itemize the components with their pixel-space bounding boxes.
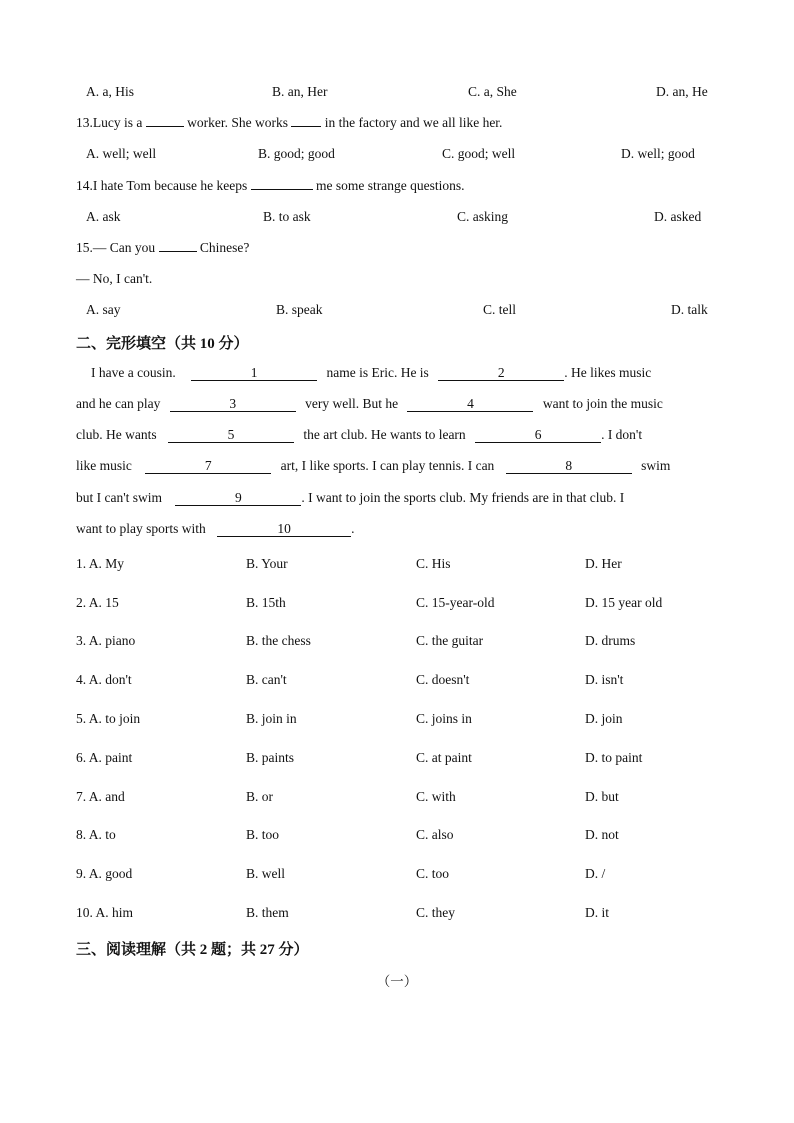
- cloze-text: art, I like sports. I can play tennis. I can: [280, 458, 495, 473]
- cloze-text: . I want to join the sports club. My friends are in that club. I: [301, 490, 625, 505]
- option-d: D. isn't: [585, 672, 624, 687]
- cloze-blank-4: 4: [407, 397, 533, 412]
- cloze-line-5: [76, 490, 716, 506]
- option-a: 8. A. to: [76, 827, 116, 842]
- q14-text-2: me some strange questions.: [316, 178, 465, 193]
- q14-option-d: D. asked: [654, 209, 702, 224]
- cloze-text: I have a cousin.: [91, 365, 176, 380]
- option-b: B. paints: [246, 750, 295, 765]
- option-c: C. they: [416, 905, 455, 920]
- q14-option-b: B. to ask: [263, 209, 311, 224]
- cloze-line-3: [76, 427, 716, 443]
- option-d: D. 15 year old: [585, 595, 663, 610]
- q13-option-b: B. good; good: [258, 146, 335, 161]
- option-a: 9. A. good: [76, 866, 133, 881]
- q13-option-c: C. good; well: [442, 146, 516, 161]
- option-c: C. the guitar: [416, 633, 484, 648]
- option-c: C. with: [416, 789, 456, 804]
- cloze-text: want to join the music: [542, 396, 663, 411]
- option-a: 2. A. 15: [76, 595, 119, 610]
- q15-option-b: B. speak: [276, 302, 323, 317]
- option-c: C. also: [416, 827, 454, 842]
- cloze-text: name is Eric. He is: [326, 365, 429, 380]
- cloze-blank-2: 2: [438, 366, 564, 381]
- cloze-text: but I can't swim: [76, 490, 163, 505]
- option-b: B. well: [246, 866, 285, 881]
- option-b: B. join in: [246, 711, 297, 726]
- option-a: 5. A. to join: [76, 711, 141, 726]
- option-c: C. doesn't: [416, 672, 470, 687]
- cloze-text: swim: [641, 458, 671, 473]
- q13-text-1: 13.Lucy is a: [76, 115, 143, 130]
- cloze-text: want to play sports with: [76, 521, 206, 536]
- cloze-blank-6: 6: [475, 428, 601, 443]
- cloze-line-1: [91, 365, 731, 381]
- option-c: C. too: [416, 866, 450, 881]
- q15-blank: [159, 251, 197, 252]
- cloze-blank-3: 3: [170, 397, 296, 412]
- cloze-text: like music: [76, 458, 132, 473]
- option-d: D. /: [585, 866, 606, 881]
- q15-text-1: 15.— Can you: [76, 240, 156, 255]
- cloze-blank-8: 8: [506, 459, 632, 474]
- option-a: 3. A. piano: [76, 633, 136, 648]
- q13-option-d: D. well; good: [621, 146, 695, 161]
- option-d: D. but: [585, 789, 619, 804]
- option-c: C. 15-year-old: [416, 595, 495, 610]
- option-b: B. Your: [246, 556, 288, 571]
- q14-text-1: 14.I hate Tom because he keeps: [76, 178, 248, 193]
- option-b: B. them: [246, 905, 289, 920]
- option-d: D. join: [585, 711, 623, 726]
- q13-blank-1: [146, 126, 184, 127]
- cloze-text: .: [351, 521, 355, 536]
- option-d: D. not: [585, 827, 619, 842]
- option-a: 6. A. paint: [76, 750, 133, 765]
- cloze-blank-1: 1: [191, 366, 317, 381]
- cloze-text: . He likes music: [564, 365, 652, 380]
- option-c: C. joins in: [416, 711, 472, 726]
- q15-stem: [76, 240, 249, 256]
- q13-text-2: worker. She works: [187, 115, 288, 130]
- option-b: B. too: [246, 827, 280, 842]
- section-3-heading: 三、阅读理解（共 2 题；共 27 分）: [76, 942, 309, 958]
- cloze-blank-9: 9: [175, 491, 301, 506]
- q13-blank-2: [291, 126, 321, 127]
- q14-option-a: A. ask: [86, 209, 121, 224]
- cloze-blank-10: 10: [217, 522, 351, 537]
- q13-text-3: in the factory and we all like her.: [324, 115, 503, 130]
- cloze-line-2: [76, 396, 716, 412]
- option-d: D. Her: [585, 556, 622, 571]
- cloze-line-6: [76, 521, 716, 537]
- cloze-text: . I don't: [601, 427, 643, 442]
- q12-option-d: D. an, He: [656, 84, 708, 99]
- q13-option-a: A. well; well: [86, 146, 157, 161]
- part-label: （一）: [376, 974, 418, 989]
- option-d: D. drums: [585, 633, 636, 648]
- option-b: B. or: [246, 789, 273, 804]
- option-c: C. at paint: [416, 750, 472, 765]
- cloze-blank-7: 7: [145, 459, 271, 474]
- option-a: 10. A. him: [76, 905, 134, 920]
- q14-option-c: C. asking: [457, 209, 509, 224]
- option-b: B. 15th: [246, 595, 286, 610]
- option-a: 1. A. My: [76, 556, 125, 571]
- option-d: D. to paint: [585, 750, 643, 765]
- q12-option-a: A. a, His: [86, 84, 134, 99]
- option-c: C. His: [416, 556, 451, 571]
- q15-reply: — No, I can't.: [76, 271, 153, 286]
- option-b: B. the chess: [246, 633, 311, 648]
- q15-option-d: D. talk: [671, 302, 708, 317]
- q15-text-2: Chinese?: [199, 240, 250, 255]
- cloze-text: very well. But he: [305, 396, 399, 411]
- q14-blank: [251, 189, 313, 190]
- cloze-line-4: [76, 458, 716, 474]
- q14-stem: [76, 178, 464, 194]
- cloze-text: the art club. He wants to learn: [303, 427, 466, 442]
- q15-option-a: A. say: [86, 302, 121, 317]
- option-a: 7. A. and: [76, 789, 125, 804]
- option-d: D. it: [585, 905, 610, 920]
- option-b: B. can't: [246, 672, 287, 687]
- q12-option-b: B. an, Her: [272, 84, 328, 99]
- option-a: 4. A. don't: [76, 672, 132, 687]
- q15-option-c: C. tell: [483, 302, 516, 317]
- cloze-text: and he can play: [76, 396, 161, 411]
- q12-option-c: C. a, She: [468, 84, 517, 99]
- section-2-heading: 二、完形填空（共 10 分）: [76, 336, 249, 352]
- cloze-text: club. He wants: [76, 427, 157, 442]
- cloze-blank-5: 5: [168, 428, 294, 443]
- q13-stem: [76, 115, 502, 131]
